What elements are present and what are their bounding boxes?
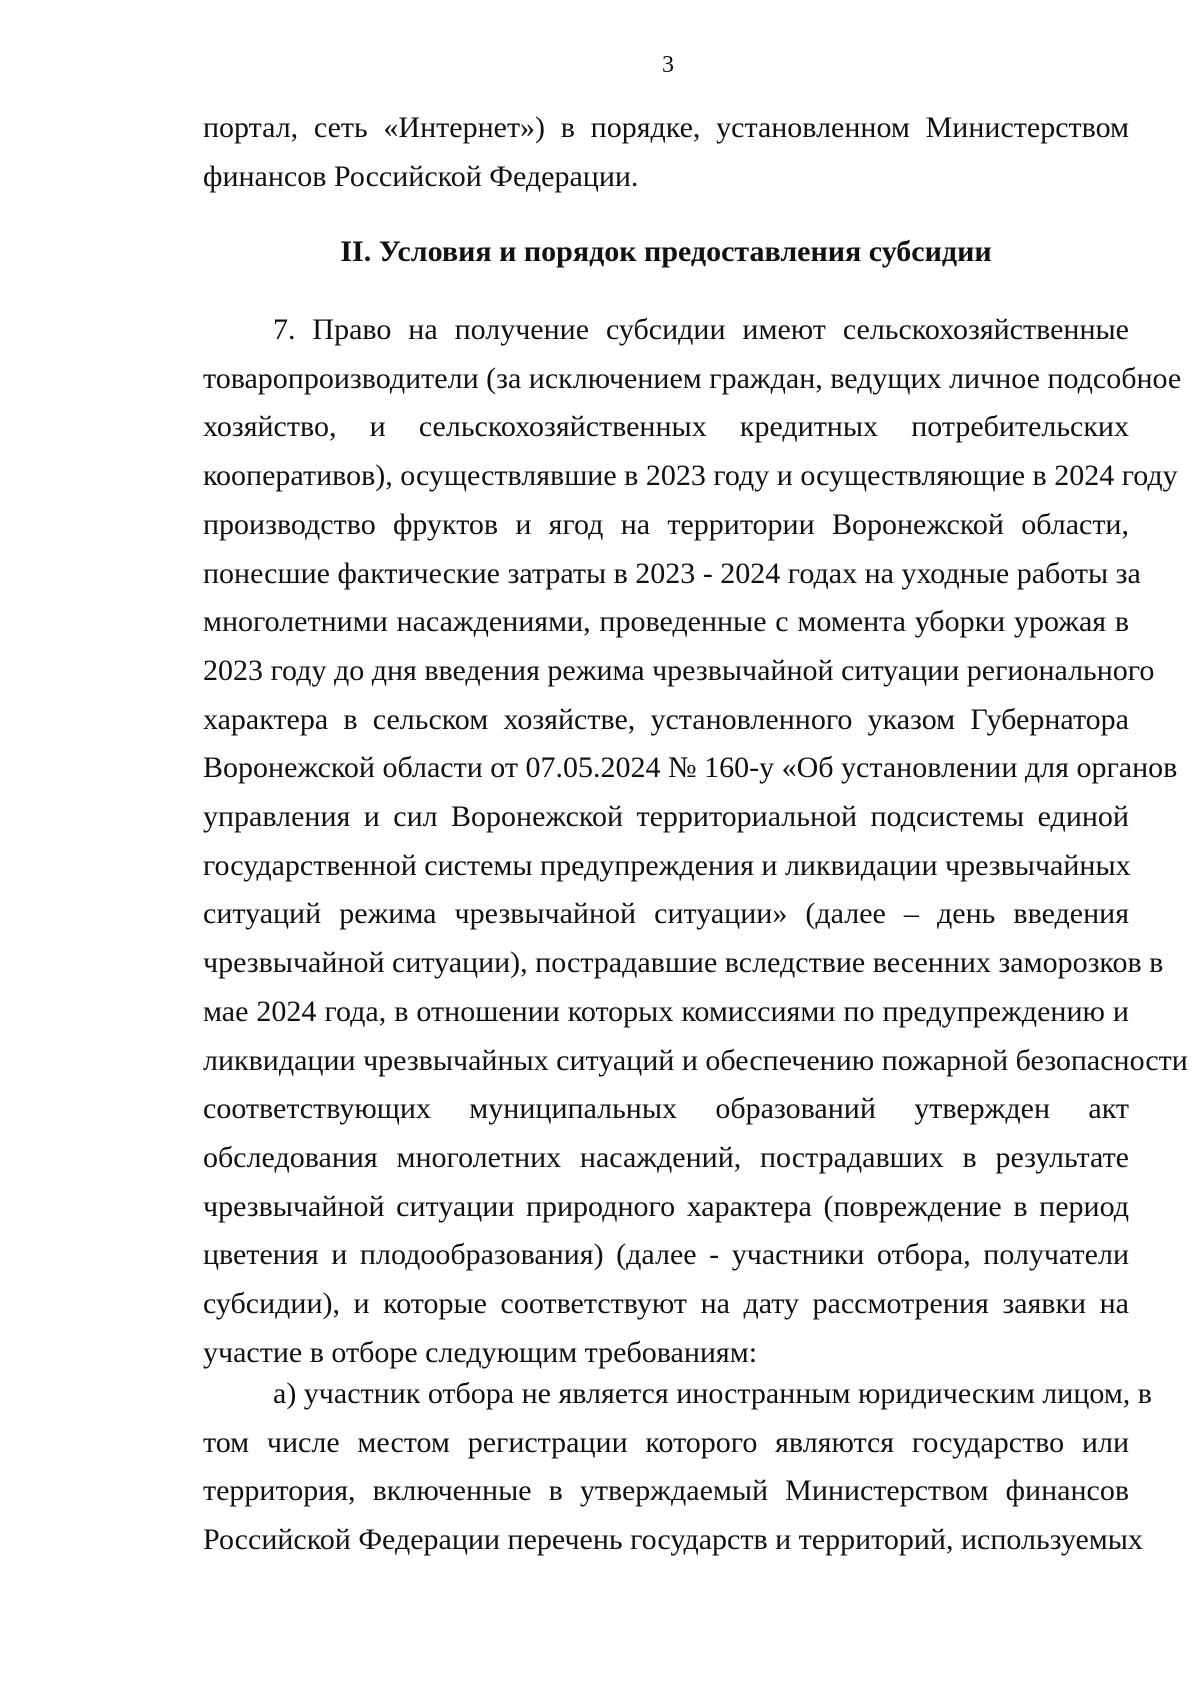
- text-line: территория, включенные в утверждаемый Министерством финансов: [203, 1474, 1129, 1508]
- text-line: понесшие фактические затраты в 2023 - 2024 годах на уходные работы за: [203, 556, 1141, 590]
- text-line: соответствующих муниципальных образований утвержден акт: [203, 1092, 1129, 1126]
- text-line: чрезвычайной ситуации), пострадавшие вследствие весенних заморозков в: [203, 946, 1164, 980]
- text-line: чрезвычайной ситуации природного характера (повреждение в период: [203, 1189, 1129, 1223]
- text-line: управления и сил Воронежской территориальной подсистемы единой: [203, 800, 1129, 834]
- intro-paragraph: [203, 104, 1129, 201]
- page-number: 3: [662, 52, 674, 78]
- text-line: государственной системы предупреждения и ликвидации чрезвычайных: [203, 848, 1131, 882]
- text-line: ситуаций режима чрезвычайной ситуации» (далее – день введения: [203, 897, 1129, 931]
- text-line: Воронежской области от 07.05.2024 № 160-у «Об установлении для органов: [203, 751, 1178, 785]
- text-line: финансов Российской Федерации.: [203, 159, 639, 193]
- text-line: характера в сельском хозяйстве, установленного указом Губернатора: [203, 702, 1129, 736]
- text-line: хозяйство, и сельскохозяйственных кредитных потребительских: [203, 410, 1129, 444]
- text-line: 2023 году до дня введения режима чрезвычайной ситуации регионального: [203, 653, 1155, 687]
- section-heading: II. Условия и порядок предоставления субсидии: [340, 235, 992, 268]
- text-line: производство фруктов и ягод на территории Воронежской области,: [203, 507, 1129, 541]
- text-line: а) участник отбора не является иностранным юридическим лицом, в: [273, 1377, 1152, 1410]
- text-line: портал, сеть «Интернет») в порядке, установленном Министерством: [203, 111, 1129, 144]
- text-line: том числе местом регистрации которого являются государство или: [203, 1425, 1129, 1459]
- paragraph-7: [203, 306, 1188, 1377]
- text-line: мае 2024 года, в отношении которых комиссиями по предупреждению и: [203, 994, 1129, 1028]
- text-line: товаропроизводители (за исключением граждан, ведущих личное подсобное: [203, 361, 1182, 395]
- text-line: цветения и плодообразования) (далее - участники отбора, получатели: [203, 1238, 1129, 1272]
- paragraph-a: [203, 1370, 1152, 1565]
- text-line: 7. Право на получение субсидии имеют сельскохозяйственные: [273, 313, 1129, 346]
- text-line: Российской Федерации перечень государств и территорий, используемых: [203, 1523, 1143, 1557]
- text-line: многолетними насаждениями, проведенные с момента уборки урожая в: [203, 605, 1129, 639]
- text-line: обследования многолетних насаждений, пострадавших в результате: [203, 1140, 1129, 1174]
- text-line: субсидии), и которые соответствуют на дату рассмотрения заявки на: [203, 1287, 1129, 1321]
- text-line: кооперативов), осуществлявшие в 2023 году и осуществляющие в 2024 году: [203, 459, 1178, 493]
- text-line: ликвидации чрезвычайных ситуаций и обеспечению пожарной безопасности: [203, 1043, 1188, 1077]
- text-line: участие в отборе следующим требованиям:: [203, 1335, 758, 1369]
